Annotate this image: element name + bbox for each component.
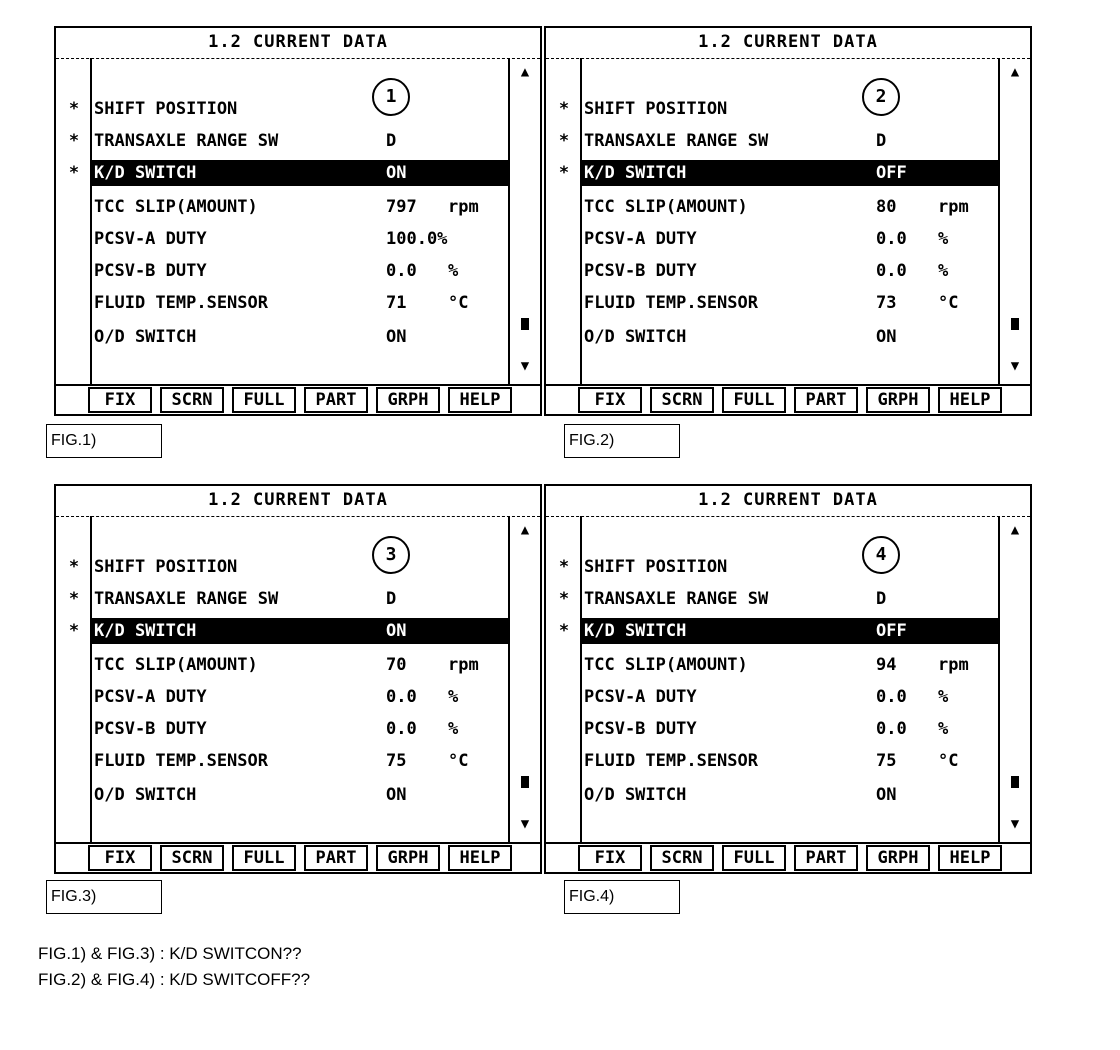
row-star: * [558, 621, 570, 641]
part-button[interactable]: PART [794, 387, 858, 413]
row-label: TRANSAXLE RANGE SW [584, 589, 769, 609]
data-row[interactable] [56, 226, 512, 252]
row-value: 70 [386, 655, 407, 675]
data-row[interactable] [546, 96, 1002, 122]
row-label: TCC SLIP(AMOUNT) [94, 655, 258, 675]
row-label: TCC SLIP(AMOUNT) [584, 655, 748, 675]
row-value: 0.0 [876, 229, 907, 249]
row-label: FLUID TEMP.SENSOR [584, 751, 758, 771]
row-value: OFF [876, 163, 907, 183]
scrn-button[interactable]: SCRN [650, 845, 714, 871]
data-row[interactable] [56, 684, 512, 710]
data-row[interactable] [546, 290, 1002, 316]
marker-number: 2 [875, 86, 887, 107]
scrn-button[interactable]: SCRN [160, 387, 224, 413]
marker-number: 1 [385, 86, 397, 107]
divider [56, 516, 540, 517]
row-label: K/D SWITCH [94, 163, 197, 183]
row-star: * [558, 99, 570, 119]
row-label: TCC SLIP(AMOUNT) [94, 197, 258, 217]
row-unit: rpm [448, 197, 479, 217]
data-row[interactable] [56, 652, 512, 678]
scroll-up-arrow-icon[interactable]: ▲ [520, 64, 530, 80]
grph-button[interactable]: GRPH [866, 845, 930, 871]
scroll-thumb[interactable] [521, 318, 529, 330]
row-star: * [68, 163, 80, 183]
data-row[interactable] [546, 324, 1002, 350]
row-label: K/D SWITCH [94, 621, 197, 641]
row-label: TCC SLIP(AMOUNT) [584, 197, 748, 217]
row-star: * [558, 589, 570, 609]
part-button[interactable]: PART [794, 845, 858, 871]
row-label: PCSV-A DUTY [94, 687, 207, 707]
data-row[interactable] [56, 290, 512, 316]
data-row[interactable] [56, 554, 512, 580]
row-star: * [558, 557, 570, 577]
row-unit: % [448, 261, 459, 281]
row-label: K/D SWITCH [584, 163, 687, 183]
help-button[interactable]: HELP [938, 387, 1002, 413]
row-value: ON [386, 785, 407, 805]
row-unit: % [448, 687, 459, 707]
scroll-thumb[interactable] [521, 776, 529, 788]
row-value: 797 [386, 197, 417, 217]
row-label: SHIFT POSITION [584, 99, 728, 119]
scan-screen-2 [544, 26, 1032, 416]
full-button[interactable]: FULL [232, 845, 296, 871]
row-label: FLUID TEMP.SENSOR [584, 293, 758, 313]
full-button[interactable]: FULL [722, 845, 786, 871]
data-row-selected[interactable] [546, 618, 1002, 644]
data-row[interactable] [546, 716, 1002, 742]
divider [56, 842, 540, 844]
row-unit: °C [938, 293, 959, 313]
scroll-thumb[interactable] [1011, 318, 1019, 330]
data-row-selected[interactable] [546, 160, 1002, 186]
divider [546, 384, 1030, 386]
row-unit: rpm [938, 197, 969, 217]
full-button[interactable]: FULL [232, 387, 296, 413]
row-value: D [876, 131, 887, 151]
row-value: 100.0% [386, 229, 448, 249]
data-row[interactable] [56, 96, 512, 122]
data-row[interactable] [56, 258, 512, 284]
screen-title: 1.2 CURRENT DATA [208, 490, 388, 510]
row-star: * [68, 621, 80, 641]
row-label: TRANSAXLE RANGE SW [584, 131, 769, 151]
data-row[interactable] [546, 554, 1002, 580]
row-value: ON [876, 785, 897, 805]
row-unit: % [938, 261, 949, 281]
screen-title: 1.2 CURRENT DATA [208, 32, 388, 52]
row-label: FLUID TEMP.SENSOR [94, 293, 268, 313]
full-button[interactable]: FULL [722, 387, 786, 413]
data-row[interactable] [56, 716, 512, 742]
figure-label: FIG.2) [564, 424, 680, 458]
row-label: PCSV-B DUTY [94, 261, 207, 281]
row-label: PCSV-B DUTY [584, 719, 697, 739]
divider [56, 58, 540, 59]
row-label: SHIFT POSITION [94, 99, 238, 119]
scroll-down-arrow-icon[interactable]: ▼ [520, 816, 530, 832]
fix-button[interactable]: FIX [88, 387, 152, 413]
row-star: * [558, 131, 570, 151]
row-value: ON [386, 327, 407, 347]
row-value: 0.0 [876, 687, 907, 707]
row-value: ON [386, 621, 407, 641]
data-row[interactable] [56, 586, 512, 612]
fix-button[interactable]: FIX [578, 387, 642, 413]
row-value: 73 [876, 293, 897, 313]
data-row[interactable] [546, 684, 1002, 710]
row-unit: % [938, 229, 949, 249]
scan-screen-1 [54, 26, 542, 416]
row-value: 0.0 [386, 261, 417, 281]
row-value: 71 [386, 293, 407, 313]
row-unit: % [938, 687, 949, 707]
row-unit: rpm [938, 655, 969, 675]
row-value: 94 [876, 655, 897, 675]
row-value: ON [876, 327, 897, 347]
fix-button[interactable]: FIX [88, 845, 152, 871]
part-button[interactable]: PART [304, 845, 368, 871]
screen-title: 1.2 CURRENT DATA [698, 32, 878, 52]
help-button[interactable]: HELP [448, 845, 512, 871]
scan-screen-4 [544, 484, 1032, 874]
row-value: 0.0 [386, 687, 417, 707]
data-row-selected[interactable] [56, 160, 512, 186]
row-label: PCSV-A DUTY [584, 687, 697, 707]
row-label: SHIFT POSITION [94, 557, 238, 577]
data-row[interactable] [546, 194, 1002, 220]
row-label: PCSV-A DUTY [584, 229, 697, 249]
part-button[interactable]: PART [304, 387, 368, 413]
row-unit: rpm [448, 655, 479, 675]
row-unit: °C [448, 751, 469, 771]
row-unit: % [448, 719, 459, 739]
scroll-up-arrow-icon[interactable]: ▲ [520, 522, 530, 538]
divider [546, 842, 1030, 844]
data-row[interactable] [56, 748, 512, 774]
row-value: D [386, 589, 397, 609]
figure-label: FIG.3) [46, 880, 162, 914]
scroll-down-arrow-icon[interactable]: ▼ [520, 358, 530, 374]
row-value: 0.0 [386, 719, 417, 739]
scrn-button[interactable]: SCRN [160, 845, 224, 871]
row-star: * [68, 589, 80, 609]
row-value: ON [386, 163, 407, 183]
row-label: SHIFT POSITION [584, 557, 728, 577]
marker-number: 3 [385, 544, 397, 565]
divider [546, 58, 1030, 59]
marker-number: 4 [875, 544, 887, 565]
data-row[interactable] [546, 128, 1002, 154]
data-row[interactable] [546, 258, 1002, 284]
data-row[interactable] [56, 324, 512, 350]
row-star: * [68, 131, 80, 151]
row-label: O/D SWITCH [584, 785, 687, 805]
scroll-up-arrow-icon[interactable]: ▲ [1010, 64, 1020, 80]
scrn-button[interactable]: SCRN [650, 387, 714, 413]
figure-label: FIG.1) [46, 424, 162, 458]
data-row-selected[interactable] [56, 618, 512, 644]
help-button[interactable]: HELP [448, 387, 512, 413]
row-value: D [386, 131, 397, 151]
data-row[interactable] [56, 194, 512, 220]
row-unit: % [938, 719, 949, 739]
grph-button[interactable]: GRPH [866, 387, 930, 413]
grph-button[interactable]: GRPH [376, 387, 440, 413]
divider [546, 516, 1030, 517]
data-row[interactable] [546, 586, 1002, 612]
caption-line-1: FIG.1) & FIG.3) : K/D SWITCON?? [38, 944, 302, 963]
screen-title: 1.2 CURRENT DATA [698, 490, 878, 510]
row-value: 0.0 [876, 261, 907, 281]
row-star: * [68, 557, 80, 577]
scroll-up-arrow-icon[interactable]: ▲ [1010, 522, 1020, 538]
row-label: FLUID TEMP.SENSOR [94, 751, 268, 771]
data-row[interactable] [56, 782, 512, 808]
row-value: 75 [386, 751, 407, 771]
row-label: K/D SWITCH [584, 621, 687, 641]
row-label: PCSV-B DUTY [94, 719, 207, 739]
caption-line-2: FIG.2) & FIG.4) : K/D SWITCOFF?? [38, 970, 311, 989]
row-value: D [876, 589, 887, 609]
row-star: * [558, 163, 570, 183]
scroll-thumb[interactable] [1011, 776, 1019, 788]
data-row[interactable] [546, 652, 1002, 678]
data-row[interactable] [56, 128, 512, 154]
row-value: 0.0 [876, 719, 907, 739]
row-star: * [68, 99, 80, 119]
row-label: TRANSAXLE RANGE SW [94, 131, 279, 151]
scan-screen-3 [54, 484, 542, 874]
row-label: PCSV-A DUTY [94, 229, 207, 249]
row-value: 75 [876, 751, 897, 771]
row-unit: °C [448, 293, 469, 313]
data-row[interactable] [546, 782, 1002, 808]
grph-button[interactable]: GRPH [376, 845, 440, 871]
row-value: 80 [876, 197, 897, 217]
scroll-down-arrow-icon[interactable]: ▼ [1010, 358, 1020, 374]
row-value: OFF [876, 621, 907, 641]
data-row[interactable] [546, 226, 1002, 252]
row-label: O/D SWITCH [584, 327, 687, 347]
row-label: TRANSAXLE RANGE SW [94, 589, 279, 609]
data-row[interactable] [546, 748, 1002, 774]
fix-button[interactable]: FIX [578, 845, 642, 871]
row-label: O/D SWITCH [94, 327, 197, 347]
row-label: PCSV-B DUTY [584, 261, 697, 281]
help-button[interactable]: HELP [938, 845, 1002, 871]
row-label: O/D SWITCH [94, 785, 197, 805]
scroll-down-arrow-icon[interactable]: ▼ [1010, 816, 1020, 832]
divider [56, 384, 540, 386]
row-unit: °C [938, 751, 959, 771]
figure-label: FIG.4) [564, 880, 680, 914]
